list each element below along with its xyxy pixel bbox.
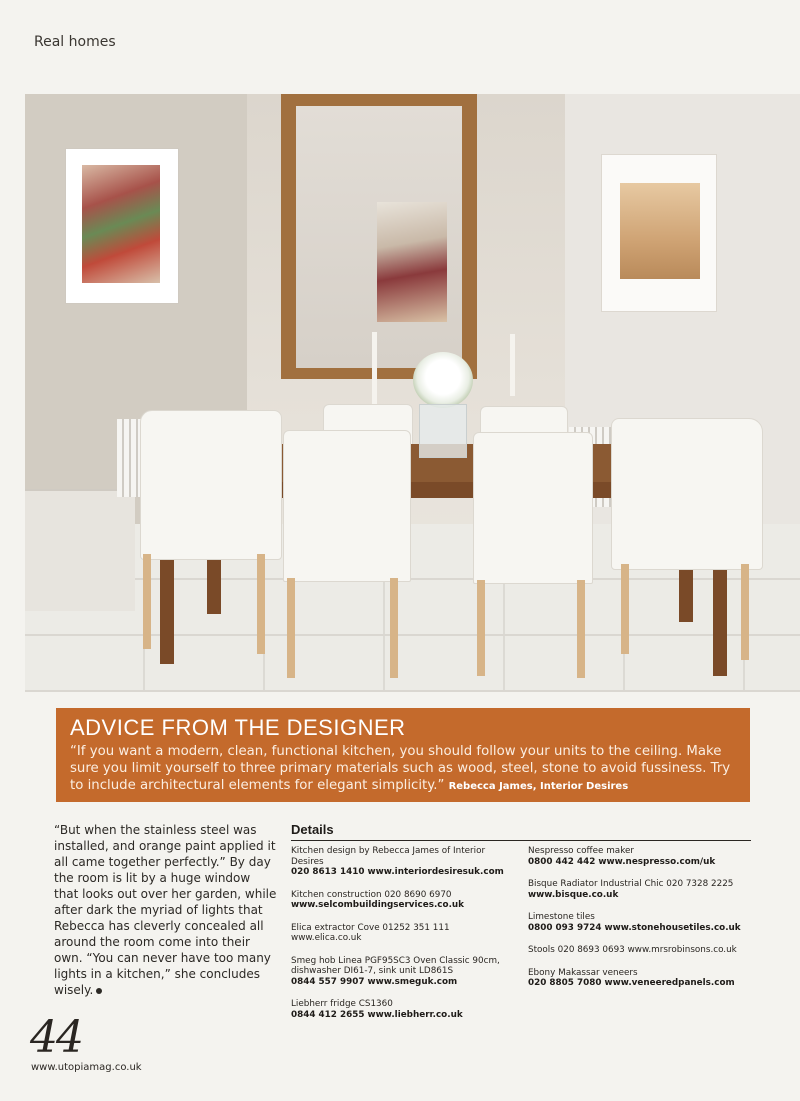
advice-heading: ADVICE FROM THE DESIGNER xyxy=(70,715,406,740)
end-bullet xyxy=(96,988,102,994)
dining-room-photo xyxy=(25,94,800,692)
section-label: Real homes xyxy=(34,34,116,50)
chair xyxy=(283,430,411,582)
details-column-left xyxy=(291,846,519,1032)
candle xyxy=(372,332,377,404)
details-entry: Stools 020 8693 0693 www.mrsrobinsons.co.uk xyxy=(528,945,737,955)
chair xyxy=(473,432,593,584)
advice-quote: “If you want a modern, clean, functional kitchen, you should follow your units to the ceiling. Make sure you limit yourself to three primary materials such as wood, steel, stone to avoid fussiness. Try to include architectural elements for elegant simplicity.” Rebecca James, Interior Desires xyxy=(70,744,731,793)
candle xyxy=(510,334,515,396)
chair xyxy=(611,418,763,570)
details-heading: Details xyxy=(291,822,751,841)
details-entry: Liebherr fridge CS1360 0844 412 2655 www.liebherr.co.uk xyxy=(291,999,463,1020)
details-entry: Limestone tiles 0800 093 9724 www.stonehousetiles.co.uk xyxy=(528,912,741,933)
chair xyxy=(140,410,282,560)
framed-artwork-right xyxy=(601,154,717,312)
article-body: “But when the stainless steel was installed, and orange paint applied it all came together perfectly.” By day the room is lit by a huge window that looks out over her garden, while after dark the myriad of lights that Rebecca has cleverly concealed all around the room come into their own. “You can never have too many lights in a kitchen,” she concludes wisely. xyxy=(54,823,277,997)
flower-vase xyxy=(413,334,473,456)
page-number: 44 xyxy=(30,1012,82,1063)
details-entry: Ebony Makassar veneers 020 8805 7080 www.veneeredpanels.com xyxy=(528,967,735,988)
details-entry: Elica extractor Cove 01252 351 111 www.elica.co.uk xyxy=(291,922,450,943)
details-column-right xyxy=(528,846,756,1001)
designer-advice-box xyxy=(56,708,750,802)
reflected-painting xyxy=(377,202,447,322)
step-platform xyxy=(25,489,135,611)
details-entry: Kitchen construction 020 8690 6970 www.selcombuildingservices.co.uk xyxy=(291,889,465,910)
magazine-url: www.utopiamag.co.uk xyxy=(31,1062,142,1073)
details-entry: Smeg hob Linea PGF95SC3 Oven Classic 90cm, dishwasher DI61-7, sink unit LD861S 0844 557 9907 www.smeguk.com xyxy=(291,955,500,987)
framed-artwork-left xyxy=(65,148,179,304)
advice-credit: Rebecca James, Interior Desires xyxy=(448,781,629,792)
details-entry: Bisque Radiator Industrial Chic 020 7328 2225 www.bisque.co.uk xyxy=(528,879,734,900)
details-entry: Kitchen design by Rebecca James of Interior Desires 020 8613 1410 www.interiordesiresuk.com xyxy=(291,846,504,877)
details-entry: Nespresso coffee maker 0800 442 442 www.nespresso.com/uk xyxy=(528,846,716,867)
